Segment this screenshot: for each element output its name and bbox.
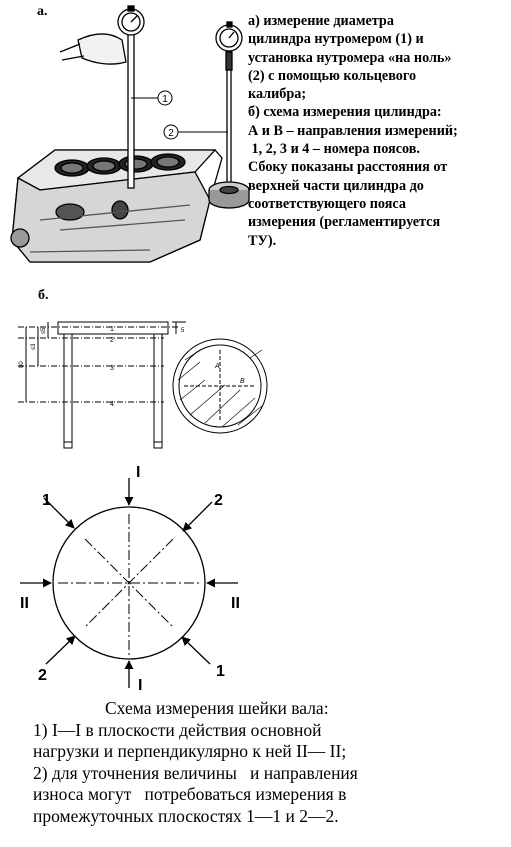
direction-b: B (240, 378, 245, 385)
bore-gauge-illustration (0, 0, 250, 270)
caption-line: установка нутромера «на ноль» (248, 49, 452, 66)
section-b-label: б. (38, 288, 49, 303)
shaft-scheme-title: Схема измерения шейки вала: (105, 698, 329, 718)
dimension-s5: s5 (41, 327, 47, 334)
text-line: 1) I—I в плоскости действия основной (33, 719, 322, 740)
belt-number-2: 2 (110, 337, 114, 344)
belt-number-1: 1 (110, 326, 114, 333)
section-a-caption (248, 12, 510, 250)
caption-line: 1, 2, 3 и 4 – номера поясов. (248, 141, 420, 158)
plane-label-lower-right: 1 (216, 663, 225, 680)
caption-line: соответствующего пояса (248, 195, 406, 212)
plane-label-right: II (231, 595, 240, 612)
caption-line: А и В – направления измерений; (248, 122, 458, 139)
callouts (131, 91, 228, 139)
arrow-upper-right (183, 502, 212, 531)
caption-line: ТУ). (248, 232, 277, 249)
arrow-lower-left (46, 636, 75, 664)
dimension-80: 80 (19, 361, 25, 368)
dimension-s3: s3 (31, 343, 37, 350)
callout-1: 1 (162, 94, 168, 105)
caption-line: калибра; (248, 86, 307, 103)
belt-number-3: 3 (110, 365, 114, 372)
callout-2: 2 (168, 128, 174, 139)
text-line: 2) для уточнения величины и направления (33, 762, 358, 783)
cylinder-measurement-scheme (0, 310, 300, 460)
section-a-label: а. (37, 4, 48, 19)
shaft-journal-scheme (0, 460, 260, 692)
belt-number-4: 4 (110, 401, 114, 408)
text-line: промежуточных плоскостях 1—1 и 2—2. (33, 805, 339, 826)
caption-line: измерения (регламентируется (248, 214, 441, 231)
cylinder-cross-section (173, 339, 267, 433)
caption-line: Сбоку показаны расстояния от (248, 159, 448, 176)
shaft-scheme-text (33, 698, 503, 828)
arrow-lower-right (182, 637, 210, 664)
caption-line: а) измерение диаметра (248, 13, 394, 29)
dimension-5: 5 (181, 328, 185, 334)
plane-label-left: II (20, 595, 29, 612)
caption-line: (2) с помощью кольцевого (248, 67, 417, 84)
plane-label-upper-right: 2 (214, 492, 223, 509)
direction-a: A (215, 363, 220, 370)
caption-line: б) схема измерения цилиндра: (248, 104, 442, 121)
engine-block (11, 150, 222, 262)
cylinder-section (18, 322, 186, 448)
plane-label-upper-left: 1 (42, 492, 51, 509)
text-line: нагрузки и перпендикулярно к ней II— II; (33, 741, 347, 762)
caption-line: верхней части цилиндра до (248, 177, 424, 194)
plane-label-top: I (136, 464, 141, 481)
plane-label-lower-left: 2 (38, 667, 47, 684)
text-line: износа могут потребоваться измерения в (33, 784, 347, 805)
plane-label-bottom: I (138, 677, 143, 692)
caption-line: цилиндра нутромером (1) и (248, 31, 424, 48)
